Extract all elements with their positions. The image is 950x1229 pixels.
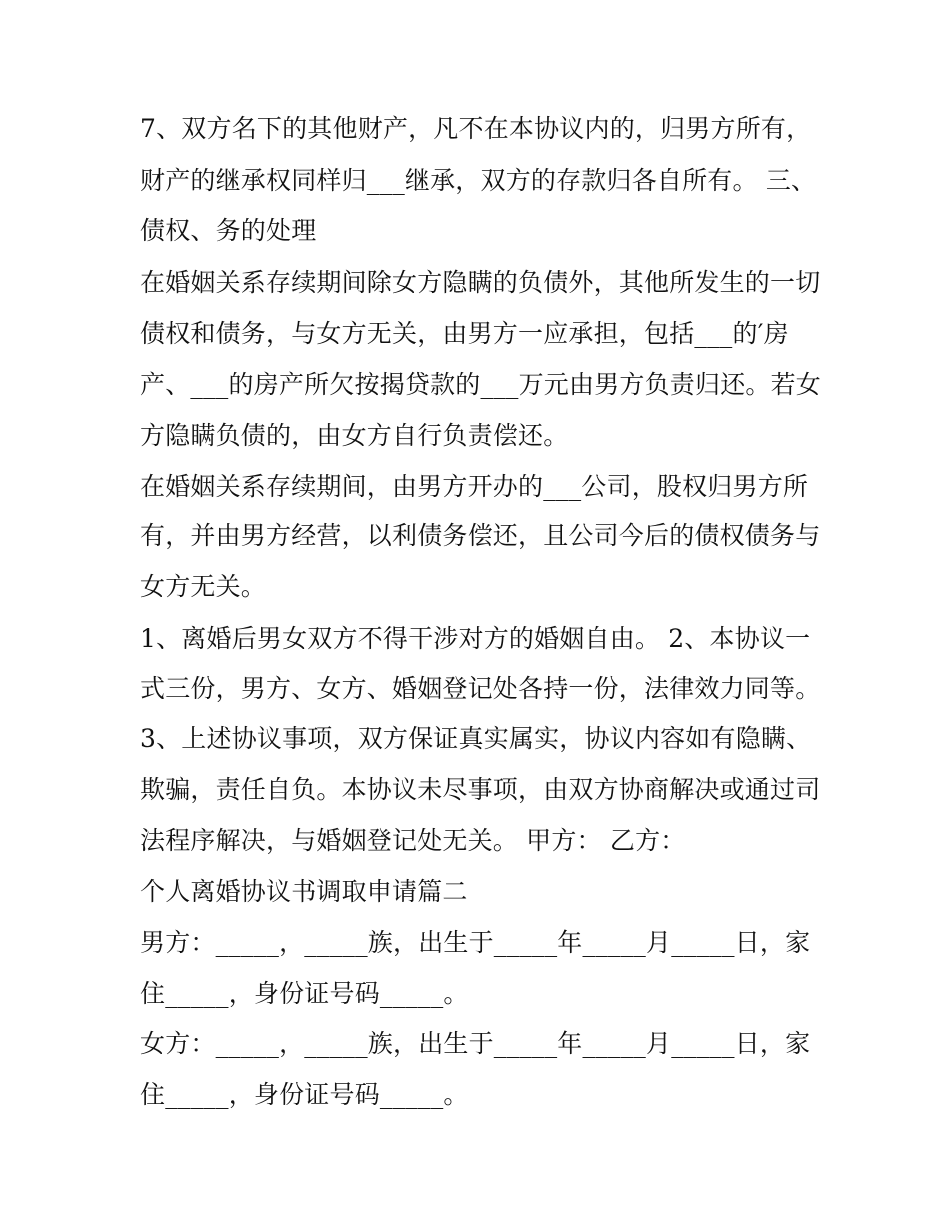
text-line: 在婚姻关系存续期间除女方隐瞒的负债外，其他所发生的一切 — [140, 268, 821, 297]
text-line: 1、离婚后男女双方不得干涉对方的婚姻自由。 2、本协议一 — [140, 624, 811, 653]
text-line: 住_____，身份证号码_____。 — [140, 1080, 469, 1109]
text-line: 在婚姻关系存续期间，由男方开办的___公司，股权归男方所 — [140, 472, 809, 501]
text-line: 女方无关。 — [140, 572, 267, 601]
text-line: 女方：_____，_____族，出生于_____年_____月_____日，家 — [140, 1029, 811, 1058]
text-line: 住_____，身份证号码_____。 — [140, 979, 469, 1008]
text-line: 3、上述协议事项，双方保证真实属实，协议内容如有隐瞒、 — [140, 724, 812, 753]
text-line: 法程序解决，与婚姻登记处无关。 甲方： 乙方： — [140, 826, 686, 855]
text-line: 产、___的房产所欠按揭贷款的___万元由男方负责归还。若女 — [140, 370, 822, 399]
text-line: 财产的继承权同样归___继承，双方的存款归各自所有。 三、 — [140, 166, 817, 195]
text-line: 男方：_____，_____族，出生于_____年_____月_____日，家 — [140, 928, 811, 957]
text-line: 债权和债务，与女方无关，由男方一应承担，包括___的′房 — [140, 319, 789, 348]
text-line: 有，并由男方经营，以利债务偿还，且公司今后的债权债务与 — [140, 521, 821, 550]
text-line: 个人离婚协议书调取申请篇二 — [140, 877, 468, 906]
text-line: 式三份，男方、女方、婚姻登记处各持一份，法律效力同等。 — [140, 674, 821, 703]
text-line: 方隐瞒负债的，由女方自行负责偿还。 — [140, 421, 569, 450]
text-line: 债权、务的处理 — [140, 216, 317, 245]
text-line: 7、双方名下的其他财产，凡不在本协议内的，归男方所有， — [140, 114, 812, 143]
text-line: 欺骗，责任自负。本协议未尽事项，由双方协商解决或通过司 — [140, 775, 821, 804]
